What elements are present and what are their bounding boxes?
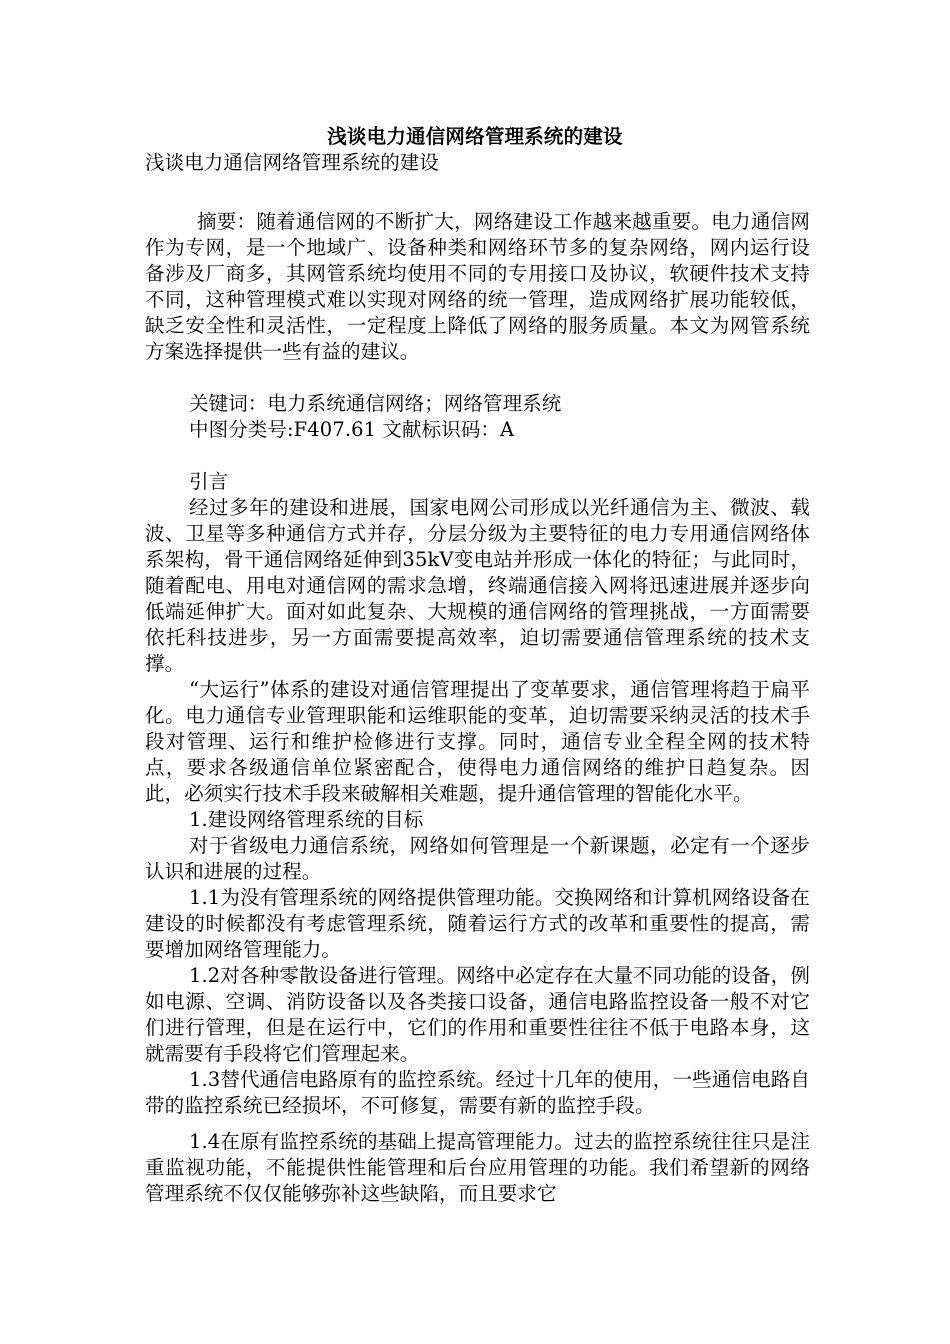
spacer — [145, 365, 810, 391]
document-title: 浅谈电力通信网络管理系统的建设 — [327, 125, 623, 148]
item-1-3-paragraph: 1.3替代通信电路原有的监控系统。经过十几年的使用，一些通信电路自带的监控系统已经损坏，不可修复，需要有新的监控手段。 — [145, 1068, 810, 1117]
item-1-2-paragraph: 1.2对各种零散设备进行管理。网络中必定存在大量不同功能的设备，例如电源、空调、消防设备以及各类接口设备，通信电路监控设备一般不对它们进行管理，但是在运行中，它们的作用和重要性往往不低于电路本身，这就需要有手段将它们管理起来。 — [145, 964, 810, 1065]
section-1-paragraph: 对于省级电力通信系统，网络如何管理是一个新课题，必定有一个逐步认识和进展的过程。 — [145, 834, 810, 883]
keywords-line: 关键词：电力系统通信网络；网络管理系统 — [189, 392, 562, 415]
spacer — [145, 443, 810, 469]
spacer — [145, 1119, 810, 1129]
document-page — [145, 124, 810, 1207]
spacer — [145, 176, 810, 209]
document-subtitle: 浅谈电力通信网络管理系统的建设 — [145, 151, 440, 174]
intro-heading: 引言 — [189, 470, 229, 493]
item-1-1-paragraph: 1.1为没有管理系统的网络提供管理功能。交换网络和计算机网络设备在建设的时候都没有考虑管理系统，随着运行方式的改革和重要性的提高，需要增加网络管理能力。 — [145, 886, 810, 961]
intro-paragraph-2: “大运行”体系的建设对通信管理提出了变革要求，通信管理将趋于扁平化。电力通信专业管理职能和运维职能的变革，迫切需要采纳灵活的技术手段对管理、运行和维护检修进行支撑。同时，通信专业全程全网的技术特点，要求各级通信单位紧密配合，使得电力通信网络的维护日趋复杂。因此，必须实行技术手段来破解相关难题，提升通信管理的智能化水平。 — [145, 678, 810, 805]
intro-paragraph-1: 经过多年的建设和进展，国家电网公司形成以光纤通信为主、微波、载波、卫星等多种通信方式并存，分层分级为主要特征的电力专用通信网络体系架构，骨干通信网络延伸到35kV变电站并形成一体化的特征；与此同时，随着配电、用电对通信网的需求急增，终端通信接入网将迅速进展并逐步向低端延伸扩大。面对如此复杂、大规模的通信网络的管理挑战，一方面需要依托科技进步，另一方面需要提高效率，迫切需要通信管理系统的技术支撑。 — [145, 496, 810, 675]
abstract-paragraph: 摘要：随着通信网的不断扩大，网络建设工作越来越重要。电力通信网作为专网，是一个地域广、设备种类和网络环节多的复杂网络，网内运行设备涉及厂商多，其网管系统均使用不同的专用接口及协议，软硬件技术支持不同，这种管理模式难以实现对网络的统一管理，造成网络扩展功能较低，缺乏安全性和灵活性，一定程度上降低了网络的服务质量。本文为网管系统方案选择提供一些有益的建议。 — [145, 210, 810, 363]
section-1-heading: 1.建设网络管理系统的目标 — [189, 808, 424, 831]
classification-line: 中图分类号:F407.61 文献标识码：A — [189, 418, 515, 441]
item-1-4-paragraph: 1.4在原有监控系统的基础上提高管理能力。过去的监控系统往往只是注重监视功能，不能提供性能管理和后台应用管理的功能。我们希望新的网络管理系统不仅仅能够弥补这些缺陷，而且要求它 — [145, 1130, 810, 1205]
